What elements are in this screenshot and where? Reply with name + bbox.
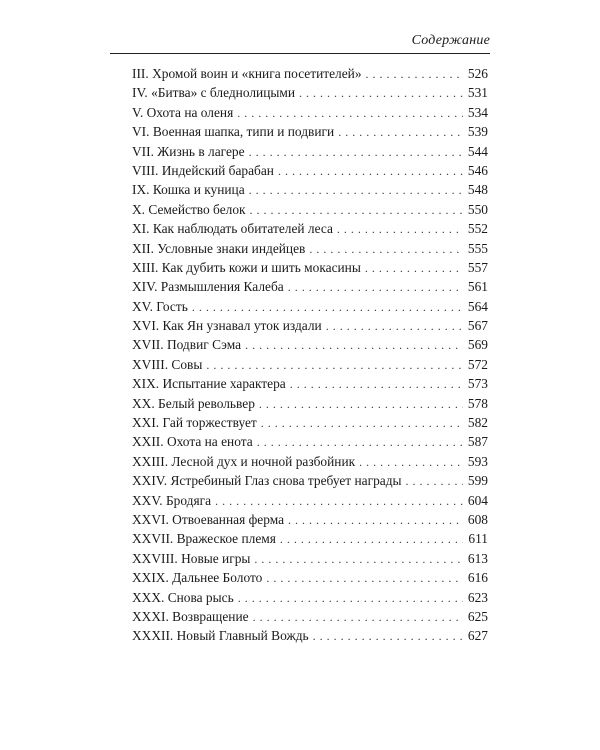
- toc-entry-page-number: 608: [467, 511, 488, 527]
- dot-leader: [206, 356, 463, 375]
- toc-entry-title: XXIV. Ястребиный Глаз снова требует награды: [132, 473, 402, 489]
- toc-entry-title: XX. Белый револьвер: [132, 395, 255, 411]
- toc-entry: [132, 83, 488, 102]
- toc-entry-page-number: 578: [467, 395, 488, 411]
- toc-entry: [132, 200, 488, 219]
- toc-entry-page-number: 587: [467, 434, 488, 450]
- toc-entry-title: XIX. Испытание характера: [132, 376, 286, 392]
- toc-entry: [132, 491, 488, 510]
- toc-entry-page-number: 546: [467, 162, 488, 178]
- toc-entry: [132, 277, 488, 296]
- dot-leader: [309, 240, 463, 259]
- toc-entry-page-number: 616: [467, 570, 488, 586]
- toc-entry: [132, 316, 488, 335]
- toc-entry-title: XVI. Как Ян узнавал уток издали: [132, 318, 322, 334]
- toc-entry-page-number: 611: [468, 531, 488, 547]
- toc-entry: [132, 394, 488, 413]
- dot-leader: [261, 414, 463, 433]
- toc-entry: [132, 103, 488, 122]
- toc-entry: [132, 161, 488, 180]
- dot-leader: [253, 608, 463, 627]
- toc-entry-title: XXIII. Лесной дух и ночной разбойник: [132, 453, 356, 469]
- toc-entry-title: VII. Жизнь в лагере: [132, 143, 245, 159]
- toc-entry-page-number: 582: [467, 415, 488, 431]
- dot-leader: [249, 181, 463, 200]
- toc-entry-page-number: 599: [467, 473, 488, 489]
- toc-entry-title: XVIII. Совы: [132, 356, 203, 372]
- dot-leader: [406, 472, 463, 491]
- toc-entry: [132, 626, 488, 645]
- toc-entry-page-number: 573: [467, 376, 488, 392]
- toc-entry-title: XXIX. Дальнее Болото: [132, 570, 263, 586]
- dot-leader: [337, 220, 463, 239]
- toc-entry-page-number: 555: [467, 240, 488, 256]
- toc-entry-title: XXVI. Отвоеванная ферма: [132, 511, 285, 527]
- toc-entry: [132, 258, 488, 277]
- dot-leader: [280, 530, 463, 549]
- toc-entry-title: VI. Военная шапка, типи и подвиги: [132, 124, 335, 140]
- dot-leader: [254, 550, 463, 569]
- dot-leader: [299, 84, 463, 103]
- dot-leader: [365, 259, 463, 278]
- toc-entry: [132, 122, 488, 141]
- toc-entry-page-number: 613: [467, 550, 488, 566]
- dot-leader: [266, 569, 463, 588]
- dot-leader: [257, 433, 463, 452]
- toc-entry-title: IV. «Битва» с бледнолицыми: [132, 85, 296, 101]
- toc-entry-title: XII. Условные знаки индейцев: [132, 240, 306, 256]
- toc-entry-title: XV. Гость: [132, 298, 188, 314]
- toc-entry-page-number: 539: [467, 124, 488, 140]
- toc-entry-title: XIV. Размышления Калеба: [132, 279, 284, 295]
- dot-leader: [245, 336, 463, 355]
- toc-entry: [132, 549, 488, 568]
- toc-entry: [132, 607, 488, 626]
- dot-leader: [290, 375, 463, 394]
- toc-entry: [132, 374, 488, 393]
- toc-entry: [132, 413, 488, 432]
- toc-entry-title: IX. Кошка и куница: [132, 182, 245, 198]
- toc-entry-title: XXX. Снова рысь: [132, 589, 234, 605]
- toc-entry-title: VIII. Индейский барабан: [132, 162, 274, 178]
- toc-entry-page-number: 567: [467, 318, 488, 334]
- toc-entry-page-number: 561: [467, 279, 488, 295]
- dot-leader: [278, 162, 463, 181]
- dot-leader: [326, 317, 463, 336]
- dot-leader: [359, 453, 463, 472]
- toc-entry: [132, 297, 488, 316]
- toc-entry-page-number: 534: [467, 104, 488, 120]
- toc-entry-title: XVII. Подвиг Сэма: [132, 337, 242, 353]
- dot-leader: [237, 104, 463, 123]
- dot-leader: [259, 395, 463, 414]
- toc-entry-title: XIII. Как дубить кожи и шить мокасины: [132, 259, 361, 275]
- toc-entry: [132, 355, 488, 374]
- toc-entry-title: XXII. Охота на енота: [132, 434, 253, 450]
- dot-leader: [338, 123, 463, 142]
- toc-entry-page-number: 526: [467, 66, 488, 81]
- toc-entry-page-number: 623: [467, 589, 488, 605]
- toc-entry: [132, 64, 488, 83]
- dot-leader: [238, 589, 463, 608]
- toc-entry-title: XXXI. Возвращение: [132, 608, 249, 624]
- toc-entry-page-number: 544: [467, 143, 488, 159]
- toc-entry-page-number: 548: [467, 182, 488, 198]
- table-of-contents: [132, 64, 488, 646]
- toc-entry-title: XXVII. Вражеское племя: [132, 531, 276, 547]
- dot-leader: [288, 511, 463, 530]
- toc-entry: [132, 219, 488, 238]
- toc-entry: [132, 471, 488, 490]
- toc-entry-title: XXV. Бродяга: [132, 492, 212, 508]
- toc-entry: [132, 180, 488, 199]
- toc-entry-title: XXI. Гай торжествует: [132, 415, 257, 431]
- running-head: Содержание: [411, 33, 490, 48]
- dot-leader: [288, 278, 463, 297]
- dot-leader: [249, 143, 463, 162]
- dot-leader: [215, 492, 463, 511]
- toc-entry-title: V. Охота на оленя: [132, 104, 234, 120]
- toc-entry-page-number: 552: [467, 221, 488, 237]
- toc-entry-title: XXXII. Новый Главный Вождь: [132, 628, 309, 644]
- header-rule: [110, 53, 490, 54]
- toc-entry: [132, 335, 488, 354]
- toc-entry-page-number: 627: [467, 628, 488, 644]
- toc-entry-page-number: 557: [467, 259, 488, 275]
- toc-entry-page-number: 550: [467, 201, 488, 217]
- toc-entry: [132, 432, 488, 451]
- toc-entry-title: XI. Как наблюдать обитателей леса: [132, 221, 333, 237]
- toc-entry-page-number: 604: [467, 492, 488, 508]
- dot-leader: [250, 201, 463, 220]
- toc-entry: [132, 142, 488, 161]
- toc-entry-page-number: 593: [467, 453, 488, 469]
- toc-entry: [132, 452, 488, 471]
- toc-entry-title: XXVIII. Новые игры: [132, 550, 251, 566]
- toc-entry-page-number: 569: [467, 337, 488, 353]
- dot-leader: [192, 298, 463, 317]
- dot-leader: [366, 65, 463, 84]
- toc-entry: [132, 510, 488, 529]
- toc-entry: [132, 529, 488, 548]
- toc-entry: [132, 568, 488, 587]
- toc-entry-page-number: 625: [467, 608, 488, 624]
- toc-entry-page-number: 564: [467, 298, 488, 314]
- toc-entry-page-number: 531: [467, 85, 488, 101]
- toc-entry: [132, 588, 488, 607]
- dot-leader: [313, 627, 463, 646]
- toc-entry: [132, 239, 488, 258]
- toc-entry-title: X. Семейство белок: [132, 201, 246, 217]
- toc-entry-title: III. Хромой воин и «книга посетителей»: [132, 66, 362, 81]
- toc-entry-page-number: 572: [467, 356, 488, 372]
